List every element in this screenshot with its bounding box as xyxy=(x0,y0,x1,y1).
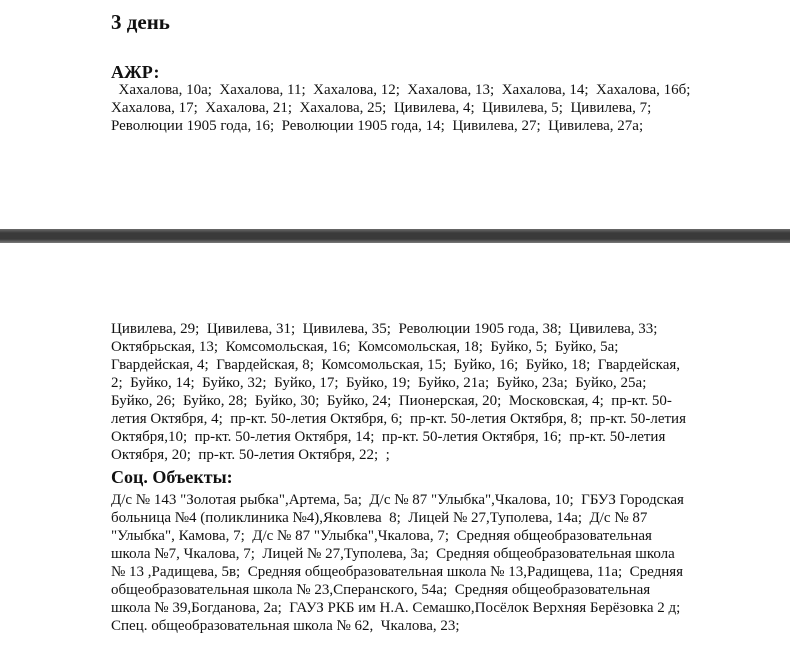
text-line: школа № 39,Богданова, 2а; ГАУЗ РКБ им Н.А. Семашко,Посёлок Верхняя Берёзовка 2 д; xyxy=(111,600,681,616)
text-line: Октября,10; пр-кт. 50-летия Октября, 14; пр-кт. 50-летия Октября, 16; пр-кт. 50-летия xyxy=(111,429,666,445)
text-line: больница №4 (поликлиника №4),Яковлева 8; Лицей № 27,Туполева, 14а; Д/с № 87 xyxy=(111,510,648,526)
page-title: 3 день xyxy=(111,10,170,34)
text-line: 2; Буйко, 14; Буйко, 32; Буйко, 17; Буйко, 19; Буйко, 21а; Буйко, 23а; Буйко, 25а; xyxy=(111,375,647,391)
social-objects-list xyxy=(111,491,684,635)
text-line: Д/с № 143 "Золотая рыбка",Артема, 5а; Д/с № 87 "Улыбка",Чкалова, 10; ГБУЗ Городская xyxy=(111,492,684,508)
text-line: школа №7, Чкалова, 7; Лицей № 27,Туполева, 3а; Средняя общеобразовательная школа xyxy=(111,546,675,562)
text-line: Спец. общеобразовательная школа № 62, Чкалова, 23; xyxy=(111,618,460,634)
text-line: Хахалова, 17; Хахалова, 21; Хахалова, 25; Цивилева, 4; Цивилева, 5; Цивилева, 7; xyxy=(111,100,652,116)
text-line: Гвардейская, 4; Гвардейская, 8; Комсомольская, 15; Буйко, 16; Буйко, 18; Гвардейская, xyxy=(111,357,681,373)
text-line: Цивилева, 29; Цивилева, 31; Цивилева, 35; Революции 1905 года, 38; Цивилева, 33; xyxy=(111,321,658,337)
azhr-address-list-continued xyxy=(111,320,686,464)
text-line: общеобразовательная школа № 23,Сперанского, 54а; Средняя общеобразовательная xyxy=(111,582,651,598)
text-line: № 13 ,Радищева, 5в; Средняя общеобразовательная школа № 13,Радищева, 11а; Средняя xyxy=(111,564,684,580)
text-line: летия Октября, 4; пр-кт. 50-летия Октября, 6; пр-кт. 50-летия Октября, 8; пр-кт. 50-летия xyxy=(111,411,686,427)
azhr-address-list xyxy=(111,81,690,135)
text-line: Буйко, 26; Буйко, 28; Буйко, 30; Буйко, 24; Пионерская, 20; Московская, 4; пр-кт. 50- xyxy=(111,393,672,409)
section-heading-azhr: АЖР: xyxy=(111,62,160,82)
section-heading-social-objects: Соц. Объекты: xyxy=(111,467,233,487)
text-line: Революции 1905 года, 16; Революции 1905 года, 14; Цивилева, 27; Цивилева, 27а; xyxy=(111,118,644,134)
text-line: Октябрьская, 13; Комсомольская, 16; Комсомольская, 18; Буйко, 5; Буйко, 5а; xyxy=(111,339,619,355)
text-line: Октября, 20; пр-кт. 50-летия Октября, 22; ; xyxy=(111,447,390,463)
text-line: Хахалова, 10а; Хахалова, 11; Хахалова, 12; Хахалова, 13; Хахалова, 14; Хахалова, 16б; xyxy=(111,82,691,98)
page-separator xyxy=(0,229,790,243)
text-line: "Улыбка", Камова, 7; Д/с № 87 "Улыбка",Чкалова, 7; Средняя общеобразовательная xyxy=(111,528,652,544)
